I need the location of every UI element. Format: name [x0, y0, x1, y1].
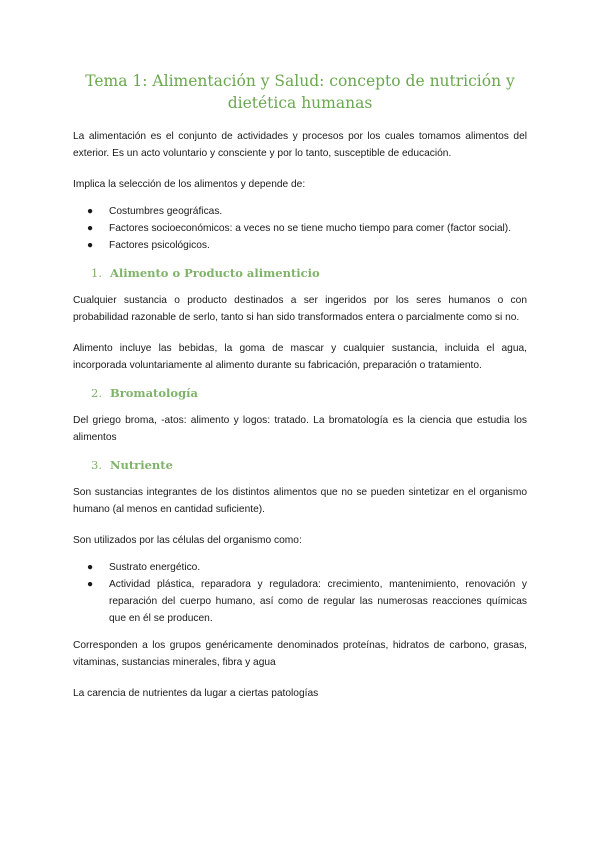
- intro-paragraph: La alimentación es el conjunto de actividades y procesos por los cuales tomamos alimentos del exterior. Es un acto voluntario y consciente y por lo tanto, susceptible de educación.: [73, 131, 527, 159]
- list-item-text: Actividad plástica, reparadora y reguladora: crecimiento, mantenimiento, renovación y reparación del cuerpo humano, así como de regular las numerosas reacciones químicas que en él se producen.: [109, 579, 527, 624]
- nutrient-uses-list: [73, 559, 527, 627]
- paragraph: La carencia de nutrientes da lugar a ciertas patologías: [73, 688, 319, 699]
- section-number: 3.: [91, 458, 102, 472]
- list-item: [73, 559, 527, 576]
- paragraph: Corresponden a los grupos genéricamente denominados proteínas, hidratos de carbono, grasas, vitaminas, sustancias minerales, fibra y agua: [73, 640, 527, 668]
- paragraph: Son utilizados por las células del organismo como:: [73, 535, 302, 546]
- bullet-icon: ●: [87, 562, 94, 573]
- list-item: [73, 220, 527, 237]
- section-title: Nutriente: [109, 458, 173, 472]
- bullet-icon: ●: [87, 579, 94, 590]
- bullet-icon: ●: [87, 240, 94, 251]
- section-heading-nutriente: [73, 456, 527, 474]
- section-heading-bromatologia: [73, 384, 527, 402]
- document-page: [73, 70, 527, 716]
- bullet-icon: ●: [87, 206, 94, 217]
- list-item: [73, 576, 527, 627]
- paragraph: Alimento incluye las bebidas, la goma de mascar y cualquier sustancia, incluida el agua, incorporada voluntariamente al alimento durante su fabricación, preparación o tratamiento.: [73, 343, 527, 371]
- factors-list: [73, 203, 527, 254]
- list-item-text: Costumbres geográficas.: [109, 206, 223, 217]
- list-item: [73, 203, 527, 220]
- list-item-text: Factores socioeconómicos: a veces no se tiene mucho tiempo para comer (factor social).: [109, 223, 512, 234]
- bullet-icon: ●: [87, 223, 94, 234]
- paragraph: Cualquier sustancia o producto destinados a ser ingeridos por los seres humanos o con probabilidad razonable de serlo, tanto si han sido transformados entera o parcialmente como si no.: [73, 295, 527, 323]
- list-item-text: Sustrato energético.: [109, 562, 201, 573]
- list-item-text: Factores psicológicos.: [109, 240, 210, 251]
- paragraph: Son sustancias integrantes de los distintos alimentos que no se pueden sintetizar en el organismo humano (al menos en cantidad suficiente).: [73, 487, 527, 515]
- page-title: Tema 1: Alimentación y Salud: concepto de nutrición y dietética humanas: [85, 72, 515, 112]
- section-heading-alimento: [73, 264, 527, 282]
- section-number: 2.: [91, 386, 102, 400]
- section-title: Bromatología: [109, 386, 198, 400]
- list-item: [73, 237, 527, 254]
- section-title: Alimento o Producto alimenticio: [109, 266, 320, 280]
- paragraph: Del griego broma, -atos: alimento y logos: tratado. La bromatología es la ciencia que estudia los alimentos: [73, 415, 527, 443]
- implica-paragraph: Implica la selección de los alimentos y depende de:: [73, 179, 306, 190]
- section-number: 1.: [91, 266, 102, 280]
